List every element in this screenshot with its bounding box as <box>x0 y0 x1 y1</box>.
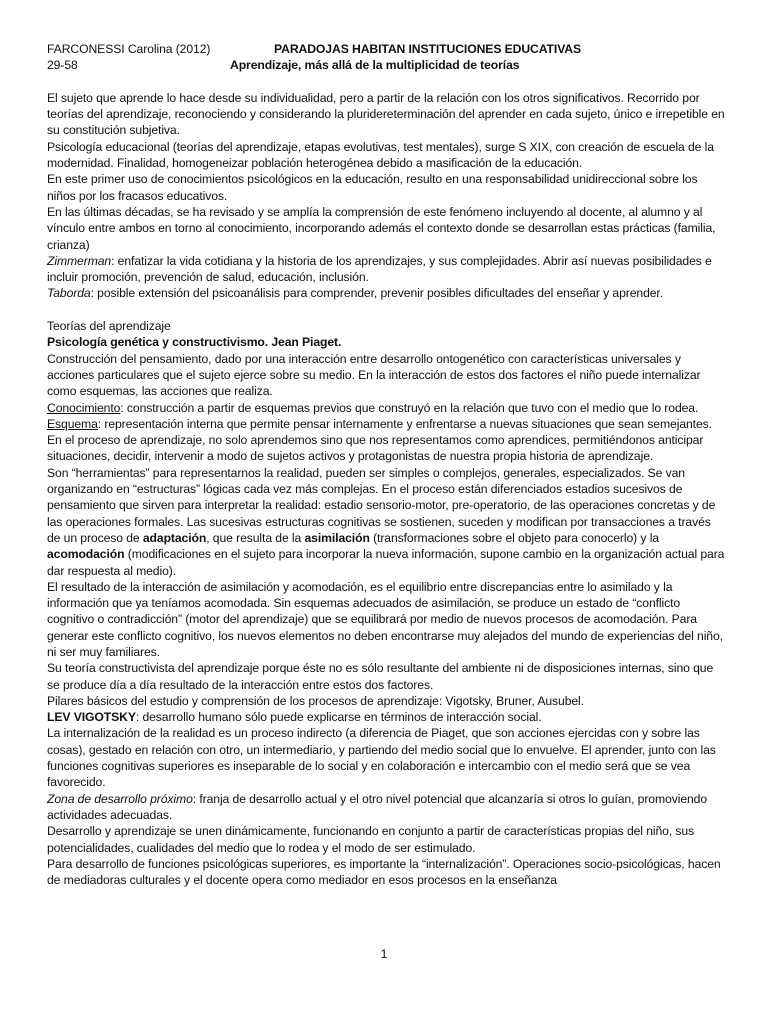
header-line-1 <box>47 41 727 57</box>
esquema-term: Esquema <box>47 416 98 431</box>
taborda-term: Taborda <box>47 286 91 301</box>
document-page <box>47 41 727 888</box>
taborda-paragraph <box>47 285 727 301</box>
vigotsky-text: : desarrollo humano sólo puede explicarse en términos de interacción social. <box>135 710 542 725</box>
intro-paragraph-3: En este primer uso de conocimientos psicológicos en la educación, resulto en una responsabilidad unidireccional sobre los niños por los fracasos educativos. <box>47 172 698 203</box>
acomodacion-term: acomodación <box>47 547 125 562</box>
vigotsky-term: LEV VIGOTSKY <box>47 710 136 725</box>
page-number: 1 <box>380 947 388 961</box>
herramientas-paragraph <box>47 465 727 579</box>
page-range: 29-58 <box>47 58 78 73</box>
intro-paragraph-2: Psicología educacional (teorías del aprendizaje, etapas evolutivas, test mentales), surge S XIX, con creación de escuela de la modernidad. Finalidad, homogeneizar población heterogénea debido a masificación de la educación. <box>47 139 714 171</box>
zimmerman-text: : enfatizar la vida cotidiana y la historia de los aprendizajes, y sus complejidades. Abrir así nuevas posibilidades e incluir promoción, prevención de salud, educación, inclusión. <box>47 253 712 285</box>
desarrollo-paragraph: Desarrollo y aprendizaje se unen dinámicamente, funcionando en conjunto a partir de características propias del niño, sus potencialidades, cualidades del medio que lo rodea y el modo de ser estimulado. <box>47 824 695 855</box>
author-citation: FARCONESSI Carolina (2012) <box>47 42 211 56</box>
herramientas-text-a: Son “herramientas” para representarnos la realidad, pueden ser simples o complejos, generales, especializados. Se van organizando en “estructuras” lógicas cada vez más complejas. En el proceso están diferenciados estadios sucesivos de pensamiento que sirven para interpretar la realidad: estadio sensorio-motor, pre-operatorio, de las operaciones concretas y de las operaciones formales. Las sucesivas estructuras cognitivas se sostienen, suceden y modifican por transacciones a través de un proceso de <box>47 465 716 545</box>
zona-paragraph <box>47 791 727 824</box>
conocimiento-term: Conocimiento <box>47 400 121 415</box>
spacer <box>47 74 727 90</box>
intro-paragraph-1: El sujeto que aprende lo hace desde su individualidad, pero a partir de la relación con los otros significativos. Recorrido por teorías del aprendizaje, reconociendo y considerando la pluridereterminación del aprender en cada sujeto, único e irrepetible en su constitución subjetiva. <box>47 90 725 138</box>
pilares-paragraph: Pilares básicos del estudio y comprensión de los procesos de aprendizaje: Vigotsky, Bruner, Ausubel. <box>47 693 584 708</box>
spacer <box>47 302 727 318</box>
zona-text: : franja de desarrollo actual y el otro nivel potencial que alcanzaría si otros lo guían, promoviendo actividades adecuadas. <box>47 791 708 822</box>
piaget-heading: Psicología genética y constructivismo. Jean Piaget. <box>47 335 342 350</box>
conocimiento-paragraph <box>47 400 727 416</box>
internalizacion-paragraph: La internalización de la realidad es un proceso indirecto (a diferencia de Piaget, que son acciones ejercidas con y sobre las cosas), gestado en relación con otro, un intermediario, y partiendo del medio social que lo envuelve. El aprender, junto con las funciones cognitivas superiores es inseparable de lo social y en colaboración e intercambio con el medio será que se vea favorecido. <box>47 726 716 790</box>
zona-term: Zona de desarrollo próximo <box>47 791 193 806</box>
herramientas-text-c: (transformaciones sobre el objeto para conocerlo) y la <box>369 530 659 545</box>
equilibrio-paragraph: El resultado de la interacción de asimilación y acomodación, es el equilibrio entre discrepancias entre lo asimilado y la información que ya teníamos acomodada. Sin esquemas adecuados de asimilación, se produce un estado de “conflicto cognitivo o contradicción” (motor del aprendizaje) que se equilibrará por medio de nuevos procesos de acomodación. Para generar este conflicto cognitivo, los nuevos elementos no deben encontrarse muy alejados del mundo de experiencias del niño, ni ser muy familiares. <box>47 579 723 659</box>
zimmerman-paragraph <box>47 253 727 286</box>
vigotsky-paragraph <box>47 709 727 725</box>
herramientas-text-b: , que resulta de la <box>206 530 305 545</box>
asimilacion-term: asimilación <box>304 530 370 545</box>
adaptacion-term: adaptación <box>142 530 207 545</box>
intro-paragraph-4: En las últimas décadas, se ha revisado y se amplía la comprensión de este fenómeno incluyendo al docente, al alumno y al vínculo entre ambos en torno al conocimiento, incorporando además el contexto donde se desarrollan estas prácticas (familia, crianza) <box>47 204 716 252</box>
header-line-2 <box>47 57 727 73</box>
constructivista-paragraph: Su teoría constructivista del aprendizaje porque éste no es sólo resultante del ambiente ni de disposiciones internas, sino que se produce día a día resultado de la interacción entre estos dos factores. <box>47 661 714 692</box>
piaget-paragraph-1: Construcción del pensamiento, dado por una interacción entre desarrollo ontogenético con características universales y acciones particulares que el sujeto ejerce sobre su medio. En la interacción de estos dos factores el niño puede internalizar como esquemas, las acciones que realiza. <box>47 351 701 399</box>
herramientas-text-d: (modificaciones en el sujeto para incorporar la nueva información, supone cambio en la organización actual para dar respuesta al medio). <box>47 547 725 578</box>
taborda-text: : posible extensión del psicoanálisis para comprender, prevenir posibles dificultades del enseñar y aprender. <box>90 286 663 301</box>
esquema-text: : representación interna que permite pensar internamente y enfrentarse a nuevas situaciones que sean semejantes. En el proceso de aprendizaje, no solo aprendemos sino que nos representamos como aprendices, permitiéndonos anticipar situaciones, decidir, intervenir a modo de sujetos activos y protagonistas de nuestra propia historia de aprendizaje. <box>47 416 712 464</box>
zimmerman-term: Zimmerman <box>47 253 112 268</box>
funciones-paragraph: Para desarrollo de funciones psicológicas superiores, es importante la “internalización”. Operaciones socio-psicológicas, hacen de mediadoras culturales y el docente opera como mediador en esos procesos en la enseñanza <box>47 856 721 888</box>
conocimiento-text: : construcción a partir de esquemas previos que construyó en la relación que tuvo con el medio que lo rodea. <box>120 400 699 415</box>
document-title: PARADOJAS HABITAN INSTITUCIONES EDUCATIVAS <box>274 42 582 56</box>
esquema-paragraph <box>47 416 727 465</box>
theories-heading: Teorías del aprendizaje <box>47 319 171 334</box>
document-subtitle: Aprendizaje, más allá de la multiplicidad de teorías <box>230 58 520 73</box>
